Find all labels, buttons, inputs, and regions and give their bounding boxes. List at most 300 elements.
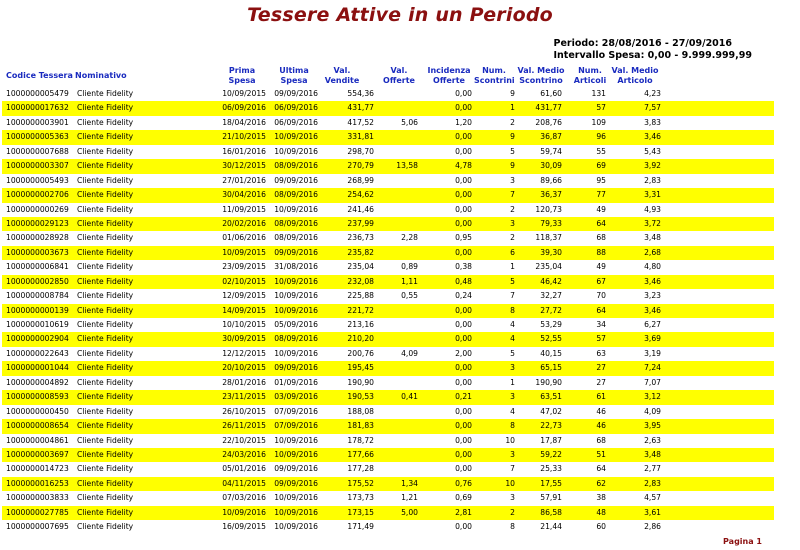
cell-val-medio-scontrino: 59,22 bbox=[540, 449, 562, 459]
cell-ultima-spesa: 09/09/2016 bbox=[274, 247, 318, 257]
cell-val-medio-scontrino: 120,73 bbox=[535, 204, 562, 214]
cell-val-vendite: 268,99 bbox=[347, 175, 374, 185]
report-filters bbox=[554, 38, 753, 62]
cell-nominativo: Cliente Fidelity bbox=[77, 132, 134, 142]
table-row bbox=[2, 477, 774, 491]
cell-num-scontrini: 10 bbox=[505, 435, 515, 445]
cell-val-vendite: 177,66 bbox=[347, 449, 374, 459]
cell-codice: 1000000014723 bbox=[6, 464, 69, 474]
cell-ultima-spesa: 08/09/2016 bbox=[274, 218, 318, 228]
cell-num-articoli: 96 bbox=[596, 132, 606, 142]
cell-num-articoli: 27 bbox=[596, 363, 606, 373]
cell-prima-spesa: 26/10/2015 bbox=[222, 406, 266, 416]
cell-val-medio-scontrino: 17,55 bbox=[540, 478, 562, 488]
col-val-medio-articolo-2: Articolo bbox=[617, 76, 653, 85]
cell-val-vendite: 431,77 bbox=[347, 103, 374, 113]
cell-incidenza: 0,00 bbox=[455, 449, 472, 459]
cell-val-medio-scontrino: 431,77 bbox=[535, 103, 562, 113]
cell-val-medio-articolo: 2,77 bbox=[644, 464, 661, 474]
cell-num-scontrini: 1 bbox=[510, 262, 515, 272]
cell-num-scontrini: 4 bbox=[510, 334, 515, 344]
table-row bbox=[2, 116, 774, 130]
cell-codice: 1000000022643 bbox=[6, 348, 69, 358]
cell-incidenza: 0,00 bbox=[455, 464, 472, 474]
cell-val-vendite: 417,52 bbox=[347, 117, 374, 127]
cell-val-offerte: 0,89 bbox=[401, 262, 418, 272]
cell-prima-spesa: 05/01/2016 bbox=[222, 464, 266, 474]
cell-val-medio-articolo: 2,83 bbox=[644, 175, 661, 185]
cell-num-scontrini: 1 bbox=[510, 103, 515, 113]
cell-ultima-spesa: 31/08/2016 bbox=[274, 262, 318, 272]
col-codice-tessera: Codice Tessera bbox=[6, 71, 73, 80]
cell-ultima-spesa: 10/09/2016 bbox=[274, 522, 318, 532]
cell-incidenza: 0,69 bbox=[455, 493, 472, 503]
cell-nominativo: Cliente Fidelity bbox=[77, 305, 134, 315]
cell-nominativo: Cliente Fidelity bbox=[77, 334, 134, 344]
cell-prima-spesa: 20/02/2016 bbox=[222, 218, 266, 228]
cell-prima-spesa: 21/10/2015 bbox=[222, 132, 266, 142]
cell-num-articoli: 63 bbox=[596, 348, 606, 358]
cell-val-medio-articolo: 2,63 bbox=[644, 435, 661, 445]
cell-nominativo: Cliente Fidelity bbox=[77, 204, 134, 214]
cell-ultima-spesa: 10/09/2016 bbox=[274, 348, 318, 358]
cell-incidenza: 0,00 bbox=[455, 218, 472, 228]
col-prima-spesa: Prima bbox=[228, 66, 256, 75]
cell-incidenza: 2,81 bbox=[455, 507, 472, 517]
cell-num-articoli: 46 bbox=[596, 421, 606, 431]
cell-incidenza: 0,00 bbox=[455, 146, 472, 156]
cell-num-scontrini: 2 bbox=[510, 117, 515, 127]
cell-val-medio-articolo: 5,43 bbox=[644, 146, 661, 156]
cell-ultima-spesa: 08/09/2016 bbox=[274, 334, 318, 344]
cell-ultima-spesa: 10/09/2016 bbox=[274, 146, 318, 156]
cell-ultima-spesa: 09/09/2016 bbox=[274, 478, 318, 488]
col-val-vendite-2: Vendite bbox=[324, 76, 360, 85]
cell-num-scontrini: 1 bbox=[510, 377, 515, 387]
cell-ultima-spesa: 10/09/2016 bbox=[274, 291, 318, 301]
cell-val-medio-scontrino: 25,33 bbox=[540, 464, 562, 474]
cell-ultima-spesa: 10/09/2016 bbox=[274, 493, 318, 503]
cell-num-scontrini: 5 bbox=[510, 348, 515, 358]
cell-incidenza: 0,00 bbox=[455, 522, 472, 532]
cell-num-scontrini: 8 bbox=[510, 305, 515, 315]
cell-val-medio-articolo: 4,23 bbox=[644, 89, 661, 98]
cell-val-vendite: 235,04 bbox=[347, 262, 374, 272]
cell-val-medio-scontrino: 190,90 bbox=[535, 377, 562, 387]
cell-ultima-spesa: 03/09/2016 bbox=[274, 392, 318, 402]
cell-val-vendite: 171,49 bbox=[347, 522, 374, 532]
cell-val-medio-articolo: 4,80 bbox=[644, 262, 661, 272]
table-row bbox=[2, 434, 774, 448]
cell-num-articoli: 49 bbox=[596, 204, 606, 214]
cell-codice: 1000000027785 bbox=[6, 507, 69, 517]
cell-num-articoli: 68 bbox=[596, 435, 606, 445]
cell-num-scontrini: 4 bbox=[510, 320, 515, 329]
cell-val-medio-scontrino: 63,51 bbox=[540, 392, 562, 402]
table-row bbox=[2, 231, 774, 245]
cell-num-articoli: 67 bbox=[596, 276, 606, 286]
cell-num-scontrini: 10 bbox=[505, 478, 515, 488]
cell-codice: 1000000003697 bbox=[6, 449, 69, 459]
cell-num-articoli: 48 bbox=[596, 507, 606, 517]
cell-num-scontrini: 3 bbox=[510, 493, 515, 503]
cell-ultima-spesa: 09/09/2016 bbox=[274, 175, 318, 185]
cell-num-articoli: 57 bbox=[596, 334, 606, 344]
col-incidenza-offerte-2: Offerte bbox=[433, 76, 465, 85]
period-range: Periodo: 28/08/2016 - 27/09/2016 bbox=[553, 38, 733, 49]
cell-incidenza: 0,00 bbox=[455, 247, 472, 257]
col-num-scontrini: Num. bbox=[482, 66, 506, 75]
cell-nominativo: Cliente Fidelity bbox=[77, 262, 134, 272]
cell-val-offerte: 5,00 bbox=[401, 507, 418, 517]
cell-incidenza: 0,24 bbox=[455, 291, 472, 301]
cell-num-scontrini: 5 bbox=[510, 146, 515, 156]
cell-val-vendite: 178,72 bbox=[347, 435, 374, 445]
cell-val-vendite: 175,52 bbox=[347, 478, 374, 488]
col-incidenza-offerte: Incidenza bbox=[427, 66, 471, 75]
cell-codice: 1000000016253 bbox=[6, 478, 69, 488]
table-row bbox=[2, 101, 774, 115]
cell-val-vendite: 181,83 bbox=[347, 421, 374, 431]
cell-ultima-spesa: 09/09/2016 bbox=[274, 363, 318, 373]
report-table-body bbox=[0, 87, 800, 535]
cell-val-medio-articolo: 7,07 bbox=[644, 377, 661, 387]
cell-prima-spesa: 23/11/2015 bbox=[222, 392, 266, 402]
table-row bbox=[2, 130, 774, 144]
cell-prima-spesa: 07/03/2016 bbox=[222, 493, 266, 503]
cell-val-vendite: 190,53 bbox=[347, 392, 374, 402]
cell-codice: 1000000003833 bbox=[6, 493, 69, 503]
cell-ultima-spesa: 08/09/2016 bbox=[274, 190, 318, 200]
cell-incidenza: 0,00 bbox=[455, 175, 472, 185]
cell-num-articoli: 70 bbox=[596, 291, 606, 301]
cell-ultima-spesa: 01/09/2016 bbox=[274, 377, 318, 387]
table-row bbox=[2, 361, 774, 375]
cell-num-articoli: 64 bbox=[596, 218, 606, 228]
cell-val-offerte: 1,34 bbox=[401, 478, 418, 488]
cell-num-articoli: 46 bbox=[596, 406, 606, 416]
cell-incidenza: 0,00 bbox=[455, 305, 472, 315]
cell-codice: 1000000008784 bbox=[6, 291, 69, 301]
cell-prima-spesa: 16/01/2016 bbox=[222, 146, 266, 156]
cell-val-medio-articolo: 3,46 bbox=[644, 276, 661, 286]
cell-val-vendite: 298,70 bbox=[347, 146, 374, 156]
cell-prima-spesa: 16/09/2015 bbox=[222, 522, 266, 532]
cell-codice: 1000000001044 bbox=[6, 363, 69, 373]
cell-ultima-spesa: 10/09/2016 bbox=[274, 449, 318, 459]
cell-codice: 1000000006841 bbox=[6, 262, 69, 272]
cell-nominativo: Cliente Fidelity bbox=[77, 146, 134, 156]
cell-val-medio-scontrino: 47,02 bbox=[540, 406, 562, 416]
cell-codice: 1000000003673 bbox=[6, 247, 69, 257]
cell-incidenza: 0,00 bbox=[455, 363, 472, 373]
cell-incidenza: 0,21 bbox=[455, 392, 472, 402]
cell-val-vendite: 173,73 bbox=[347, 493, 374, 503]
cell-ultima-spesa: 10/09/2016 bbox=[274, 435, 318, 445]
cell-nominativo: Cliente Fidelity bbox=[77, 247, 134, 257]
cell-codice: 1000000029123 bbox=[6, 218, 69, 228]
table-row bbox=[2, 376, 774, 390]
table-row bbox=[2, 318, 774, 332]
cell-val-medio-scontrino: 208,76 bbox=[535, 117, 562, 127]
cell-val-vendite: 225,88 bbox=[347, 291, 374, 301]
col-num-articoli: Num. bbox=[578, 66, 602, 75]
cell-num-articoli: 51 bbox=[596, 449, 606, 459]
cell-ultima-spesa: 10/09/2016 bbox=[274, 305, 318, 315]
cell-codice: 1000000005363 bbox=[6, 132, 69, 142]
cell-nominativo: Cliente Fidelity bbox=[77, 507, 134, 517]
cell-num-scontrini: 2 bbox=[510, 507, 515, 517]
cell-num-scontrini: 3 bbox=[510, 363, 515, 373]
table-row bbox=[2, 520, 774, 534]
cell-val-vendite: 232,08 bbox=[347, 276, 374, 286]
cell-codice: 1000000005479 bbox=[6, 89, 69, 98]
cell-val-medio-articolo: 3,48 bbox=[644, 449, 661, 459]
cell-val-medio-articolo: 2,68 bbox=[644, 247, 661, 257]
col-ultima-spesa-2: Spesa bbox=[280, 76, 308, 85]
cell-ultima-spesa: 09/09/2016 bbox=[274, 464, 318, 474]
cell-val-medio-articolo: 3,69 bbox=[644, 334, 661, 344]
cell-ultima-spesa: 10/09/2016 bbox=[274, 276, 318, 286]
col-ultima-spesa: Ultima bbox=[279, 66, 309, 75]
cell-prima-spesa: 23/09/2015 bbox=[222, 262, 266, 272]
cell-incidenza: 0,76 bbox=[455, 478, 472, 488]
cell-codice: 1000000000450 bbox=[6, 406, 69, 416]
cell-incidenza: 0,00 bbox=[455, 435, 472, 445]
cell-codice: 1000000028928 bbox=[6, 233, 69, 243]
cell-nominativo: Cliente Fidelity bbox=[77, 464, 134, 474]
cell-val-medio-scontrino: 61,60 bbox=[540, 89, 562, 98]
cell-val-offerte: 1,11 bbox=[401, 276, 418, 286]
cell-num-articoli: 60 bbox=[596, 522, 606, 532]
cell-val-medio-articolo: 3,95 bbox=[644, 421, 661, 431]
cell-num-scontrini: 7 bbox=[510, 190, 515, 200]
cell-num-articoli: 27 bbox=[596, 377, 606, 387]
table-row bbox=[2, 246, 774, 260]
cell-incidenza: 0,00 bbox=[455, 406, 472, 416]
table-row bbox=[2, 448, 774, 462]
cell-num-scontrini: 6 bbox=[510, 247, 515, 257]
cell-nominativo: Cliente Fidelity bbox=[77, 103, 134, 113]
cell-val-medio-articolo: 7,57 bbox=[644, 103, 661, 113]
cell-val-vendite: 188,08 bbox=[347, 406, 374, 416]
cell-num-scontrini: 3 bbox=[510, 392, 515, 402]
table-row bbox=[2, 304, 774, 318]
cell-num-articoli: 131 bbox=[591, 89, 606, 98]
table-row bbox=[2, 275, 774, 289]
cell-val-medio-scontrino: 57,91 bbox=[540, 493, 562, 503]
cell-num-articoli: 109 bbox=[591, 117, 606, 127]
col-prima-spesa-2: Spesa bbox=[228, 76, 256, 85]
cell-val-vendite: 270,79 bbox=[347, 161, 374, 171]
cell-codice: 1000000000269 bbox=[6, 204, 69, 214]
cell-num-scontrini: 4 bbox=[510, 406, 515, 416]
cell-nominativo: Cliente Fidelity bbox=[77, 117, 134, 127]
cell-val-medio-articolo: 7,24 bbox=[644, 363, 661, 373]
cell-val-vendite: 331,81 bbox=[347, 132, 374, 142]
cell-val-vendite: 236,73 bbox=[347, 233, 374, 243]
cell-val-vendite: 177,28 bbox=[347, 464, 374, 474]
col-val-offerte-2: Offerte bbox=[383, 76, 415, 85]
cell-prima-spesa: 10/09/2016 bbox=[222, 507, 266, 517]
table-row bbox=[2, 188, 774, 202]
cell-prima-spesa: 14/09/2015 bbox=[222, 305, 266, 315]
cell-nominativo: Cliente Fidelity bbox=[77, 377, 134, 387]
cell-incidenza: 0,00 bbox=[455, 103, 472, 113]
cell-codice: 1000000004892 bbox=[6, 377, 69, 387]
cell-val-offerte: 13,58 bbox=[396, 161, 418, 171]
cell-prima-spesa: 12/12/2015 bbox=[222, 348, 266, 358]
table-row bbox=[2, 347, 774, 361]
cell-nominativo: Cliente Fidelity bbox=[77, 161, 134, 171]
cell-incidenza: 1,20 bbox=[455, 117, 472, 127]
cell-val-vendite: 554,36 bbox=[347, 89, 374, 98]
cell-num-articoli: 34 bbox=[596, 320, 606, 329]
cell-val-medio-articolo: 3,46 bbox=[644, 305, 661, 315]
table-row bbox=[2, 87, 774, 101]
cell-prima-spesa: 06/09/2016 bbox=[222, 103, 266, 113]
cell-codice: 1000000017632 bbox=[6, 103, 69, 113]
table-row bbox=[2, 390, 774, 404]
cell-incidenza: 0,95 bbox=[455, 233, 472, 243]
cell-num-scontrini: 3 bbox=[510, 175, 515, 185]
cell-val-medio-scontrino: 30,09 bbox=[540, 161, 562, 171]
cell-prima-spesa: 01/06/2016 bbox=[222, 233, 266, 243]
cell-num-articoli: 64 bbox=[596, 464, 606, 474]
cell-val-medio-scontrino: 39,30 bbox=[540, 247, 562, 257]
cell-incidenza: 0,00 bbox=[455, 334, 472, 344]
cell-val-medio-scontrino: 52,55 bbox=[540, 334, 562, 344]
cell-val-medio-scontrino: 118,37 bbox=[535, 233, 562, 243]
cell-nominativo: Cliente Fidelity bbox=[77, 233, 134, 243]
cell-codice: 1000000004861 bbox=[6, 435, 69, 445]
report-title: Tessere Attive in un Periodo bbox=[247, 4, 553, 26]
col-val-offerte: Val. bbox=[390, 66, 408, 75]
cell-num-scontrini: 7 bbox=[510, 291, 515, 301]
cell-codice: 1000000000139 bbox=[6, 305, 69, 315]
cell-val-medio-scontrino: 46,42 bbox=[540, 276, 562, 286]
table-row bbox=[2, 217, 774, 231]
cell-codice: 1000000008593 bbox=[6, 392, 69, 402]
cell-num-scontrini: 9 bbox=[510, 161, 515, 171]
cell-nominativo: Cliente Fidelity bbox=[77, 218, 134, 228]
cell-val-medio-scontrino: 17,87 bbox=[540, 435, 562, 445]
cell-prima-spesa: 30/04/2016 bbox=[222, 190, 266, 200]
table-row bbox=[2, 159, 774, 173]
cell-val-vendite: 235,82 bbox=[347, 247, 374, 257]
cell-nominativo: Cliente Fidelity bbox=[77, 175, 134, 185]
cell-prima-spesa: 18/04/2016 bbox=[222, 117, 266, 127]
cell-val-medio-scontrino: 27,72 bbox=[540, 305, 562, 315]
cell-num-articoli: 68 bbox=[596, 233, 606, 243]
table-row bbox=[2, 174, 774, 188]
cell-val-medio-scontrino: 79,33 bbox=[540, 218, 562, 228]
cell-val-medio-articolo: 2,83 bbox=[644, 478, 661, 488]
cell-ultima-spesa: 08/09/2016 bbox=[274, 161, 318, 171]
cell-val-vendite: 221,72 bbox=[347, 305, 374, 315]
cell-val-medio-scontrino: 235,04 bbox=[535, 262, 562, 272]
cell-ultima-spesa: 10/09/2016 bbox=[274, 132, 318, 142]
cell-incidenza: 4,78 bbox=[455, 161, 472, 171]
cell-incidenza: 0,00 bbox=[455, 204, 472, 214]
cell-num-articoli: 38 bbox=[596, 493, 606, 503]
cell-nominativo: Cliente Fidelity bbox=[77, 406, 134, 416]
cell-val-medio-articolo: 4,09 bbox=[644, 406, 661, 416]
cell-ultima-spesa: 09/09/2016 bbox=[274, 89, 318, 98]
cell-val-medio-articolo: 4,57 bbox=[644, 493, 661, 503]
cell-val-vendite: 254,62 bbox=[347, 190, 374, 200]
cell-num-scontrini: 7 bbox=[510, 464, 515, 474]
cell-num-articoli: 57 bbox=[596, 103, 606, 113]
cell-ultima-spesa: 07/09/2016 bbox=[274, 421, 318, 431]
cell-codice: 1000000005493 bbox=[6, 175, 69, 185]
cell-val-medio-scontrino: 21,44 bbox=[540, 522, 562, 532]
col-val-medio-scontrino-2: Scontrino bbox=[519, 76, 563, 85]
cell-nominativo: Cliente Fidelity bbox=[77, 449, 134, 459]
cell-codice: 1000000008654 bbox=[6, 421, 69, 431]
cell-val-medio-scontrino: 36,87 bbox=[540, 132, 562, 142]
table-header bbox=[0, 66, 800, 88]
table-row bbox=[2, 491, 774, 505]
cell-val-offerte: 0,55 bbox=[401, 291, 418, 301]
cell-prima-spesa: 26/11/2015 bbox=[222, 421, 266, 431]
cell-ultima-spesa: 06/09/2016 bbox=[274, 103, 318, 113]
cell-prima-spesa: 28/01/2016 bbox=[222, 377, 266, 387]
cell-num-articoli: 64 bbox=[596, 305, 606, 315]
cell-prima-spesa: 04/11/2015 bbox=[222, 478, 266, 488]
cell-val-medio-scontrino: 59,74 bbox=[540, 146, 562, 156]
cell-incidenza: 2,00 bbox=[455, 348, 472, 358]
cell-incidenza: 0,00 bbox=[455, 377, 472, 387]
cell-nominativo: Cliente Fidelity bbox=[77, 363, 134, 373]
cell-val-vendite: 237,99 bbox=[347, 218, 374, 228]
cell-num-scontrini: 3 bbox=[510, 218, 515, 228]
cell-nominativo: Cliente Fidelity bbox=[77, 421, 134, 431]
col-val-medio-scontrino: Val. Medio bbox=[517, 66, 565, 75]
cell-val-medio-scontrino: 40,15 bbox=[540, 348, 562, 358]
col-num-scontrini-2: Scontrini bbox=[474, 76, 515, 85]
cell-prima-spesa: 02/10/2015 bbox=[222, 276, 266, 286]
cell-ultima-spesa: 08/09/2016 bbox=[274, 233, 318, 243]
cell-incidenza: 0,38 bbox=[455, 262, 472, 272]
cell-incidenza: 0,48 bbox=[455, 276, 472, 286]
cell-val-medio-scontrino: 32,27 bbox=[540, 291, 562, 301]
cell-codice: 1000000002706 bbox=[6, 190, 69, 200]
cell-nominativo: Cliente Fidelity bbox=[77, 320, 134, 329]
cell-val-medio-articolo: 3,83 bbox=[644, 117, 661, 127]
table-row bbox=[2, 405, 774, 419]
cell-num-articoli: 88 bbox=[596, 247, 606, 257]
cell-val-medio-articolo: 3,19 bbox=[644, 348, 661, 358]
table-row bbox=[2, 506, 774, 520]
col-num-articoli-2: Articoli bbox=[573, 76, 607, 85]
cell-val-medio-articolo: 3,12 bbox=[644, 392, 661, 402]
cell-codice: 1000000002904 bbox=[6, 334, 69, 344]
cell-prima-spesa: 10/09/2015 bbox=[222, 247, 266, 257]
cell-prima-spesa: 10/10/2015 bbox=[222, 320, 266, 329]
cell-val-vendite: 213,16 bbox=[347, 320, 374, 329]
cell-num-articoli: 55 bbox=[596, 146, 606, 156]
cell-val-vendite: 195,45 bbox=[347, 363, 374, 373]
cell-nominativo: Cliente Fidelity bbox=[77, 190, 134, 200]
cell-num-scontrini: 8 bbox=[510, 421, 515, 431]
cell-val-medio-articolo: 3,92 bbox=[644, 161, 661, 171]
cell-val-vendite: 241,46 bbox=[347, 204, 374, 214]
cell-num-scontrini: 3 bbox=[510, 449, 515, 459]
cell-ultima-spesa: 05/09/2016 bbox=[274, 320, 318, 329]
cell-incidenza: 0,00 bbox=[455, 89, 472, 98]
cell-val-medio-scontrino: 22,73 bbox=[540, 421, 562, 431]
